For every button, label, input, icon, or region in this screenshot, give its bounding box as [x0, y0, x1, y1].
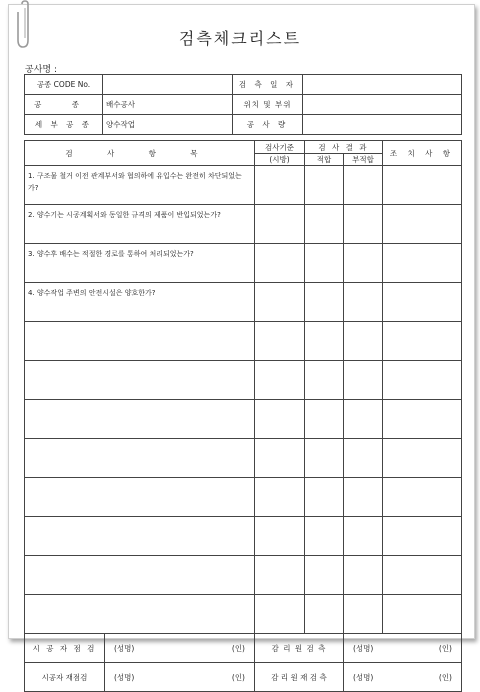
table-row [25, 166, 462, 205]
inspection-item [25, 400, 255, 439]
inspection-item [25, 595, 255, 634]
ok-cell[interactable] [305, 244, 344, 283]
info-value[interactable] [103, 75, 233, 95]
signature-label: 감 리 원 검 측 [255, 634, 344, 663]
signature-field[interactable] [105, 663, 255, 692]
info-row-code [25, 75, 462, 95]
standard-cell[interactable] [255, 283, 305, 322]
signature-label: 감 리 원 재 검 측 [255, 663, 344, 692]
ng-cell[interactable] [344, 166, 383, 205]
table-row [25, 595, 462, 634]
action-cell[interactable] [383, 361, 462, 400]
table-row [25, 244, 462, 283]
signature-field[interactable] [344, 663, 462, 692]
info-label: 공종 CODE No. [25, 75, 103, 95]
action-cell[interactable] [383, 517, 462, 556]
signature-row [25, 663, 462, 692]
action-cell[interactable] [383, 322, 462, 361]
ok-cell[interactable] [305, 400, 344, 439]
action-cell[interactable] [383, 556, 462, 595]
ok-cell[interactable] [305, 595, 344, 634]
table-row [25, 322, 462, 361]
header-item: 검 사 항 목 [25, 141, 255, 166]
info-label: 위치 및 부위 [233, 95, 303, 115]
table-row [25, 361, 462, 400]
inspection-table [24, 140, 462, 692]
seal-label: (인) [231, 643, 245, 653]
ok-cell[interactable] [305, 283, 344, 322]
name-label: (성명) [114, 643, 135, 653]
signature-label: 시 공 자 점 검 [25, 634, 105, 663]
inspection-item [25, 361, 255, 400]
inspection-item: 2. 양수기는 시공계획서와 동일한 규격의 제품이 반입되었는가? [25, 205, 255, 244]
seal-label: (인) [231, 672, 245, 682]
ng-cell[interactable] [344, 478, 383, 517]
standard-cell[interactable] [255, 400, 305, 439]
ng-cell[interactable] [344, 322, 383, 361]
info-label: 공 종 [25, 95, 103, 115]
standard-cell[interactable] [255, 478, 305, 517]
header-action: 조 치 사 항 [383, 141, 462, 166]
name-label: (성명) [114, 672, 135, 682]
ng-cell[interactable] [344, 361, 383, 400]
standard-cell[interactable] [255, 439, 305, 478]
info-row-detail [25, 115, 462, 135]
standard-cell[interactable] [255, 595, 305, 634]
signature-field[interactable] [344, 634, 462, 663]
ok-cell[interactable] [305, 556, 344, 595]
seal-label: (인) [438, 643, 452, 653]
ok-cell[interactable] [305, 361, 344, 400]
ok-cell[interactable] [305, 166, 344, 205]
inspection-item: 3. 양수후 배수는 적절한 경로를 통하여 처리되었는가? [25, 244, 255, 283]
info-row-work-type [25, 95, 462, 115]
ng-cell[interactable] [344, 595, 383, 634]
header-ng: 부적합 [344, 154, 383, 166]
ng-cell[interactable] [344, 283, 383, 322]
table-row [25, 283, 462, 322]
standard-cell[interactable] [255, 322, 305, 361]
ok-cell[interactable] [305, 439, 344, 478]
info-value[interactable] [303, 115, 462, 135]
action-cell[interactable] [383, 439, 462, 478]
info-value[interactable]: 양수작업 [103, 115, 233, 135]
action-cell[interactable] [383, 400, 462, 439]
seal-label: (인) [438, 672, 452, 682]
info-value[interactable]: 배수공사 [103, 95, 233, 115]
info-label: 세 부 공 종 [25, 115, 103, 135]
page-title: 검측체크리스트 [178, 29, 302, 48]
ng-cell[interactable] [344, 556, 383, 595]
ng-cell[interactable] [344, 400, 383, 439]
table-row [25, 517, 462, 556]
signature-label: 시공자 재점검 [25, 663, 105, 692]
header-result: 검 사 결 과 [305, 141, 383, 154]
ok-cell[interactable] [305, 517, 344, 556]
info-table [24, 74, 462, 135]
info-label: 검 측 일 자 [233, 75, 303, 95]
action-cell[interactable] [383, 244, 462, 283]
header-row [25, 141, 462, 154]
signature-field[interactable] [105, 634, 255, 663]
action-cell[interactable] [383, 205, 462, 244]
inspection-item [25, 478, 255, 517]
inspection-item: 1. 구조물 철거 이전 관계부서와 협의하에 유입수는 완전히 차단되었는가? [25, 166, 255, 205]
signature-row [25, 634, 462, 663]
standard-cell[interactable] [255, 517, 305, 556]
action-cell[interactable] [383, 166, 462, 205]
ng-cell[interactable] [344, 439, 383, 478]
table-row [25, 400, 462, 439]
inspection-item [25, 517, 255, 556]
table-row [25, 478, 462, 517]
inspection-item: 4. 양수작업 주변의 안전시설은 양호한가? [25, 283, 255, 322]
action-cell[interactable] [383, 283, 462, 322]
header-standard: 검사기준 [255, 141, 305, 154]
action-cell[interactable] [383, 595, 462, 634]
header-ok: 적합 [305, 154, 344, 166]
inspection-item [25, 322, 255, 361]
standard-cell[interactable] [255, 205, 305, 244]
info-label: 공 사 량 [233, 115, 303, 135]
ng-cell[interactable] [344, 517, 383, 556]
name-label: (성명) [353, 672, 374, 682]
action-cell[interactable] [383, 478, 462, 517]
standard-cell[interactable] [255, 361, 305, 400]
ok-cell[interactable] [305, 478, 344, 517]
ng-cell[interactable] [344, 244, 383, 283]
header-standard-sub: (시방) [255, 154, 305, 166]
inspection-item [25, 556, 255, 595]
inspection-item [25, 439, 255, 478]
info-value[interactable] [303, 75, 462, 95]
construction-name-label: 공사명 : [25, 65, 57, 75]
standard-cell[interactable] [255, 556, 305, 595]
table-row [25, 439, 462, 478]
table-row [25, 205, 462, 244]
name-label: (성명) [353, 643, 374, 653]
standard-cell[interactable] [255, 244, 305, 283]
info-value[interactable] [303, 95, 462, 115]
standard-cell[interactable] [255, 166, 305, 205]
ok-cell[interactable] [305, 205, 344, 244]
ok-cell[interactable] [305, 322, 344, 361]
ng-cell[interactable] [344, 205, 383, 244]
table-row [25, 556, 462, 595]
